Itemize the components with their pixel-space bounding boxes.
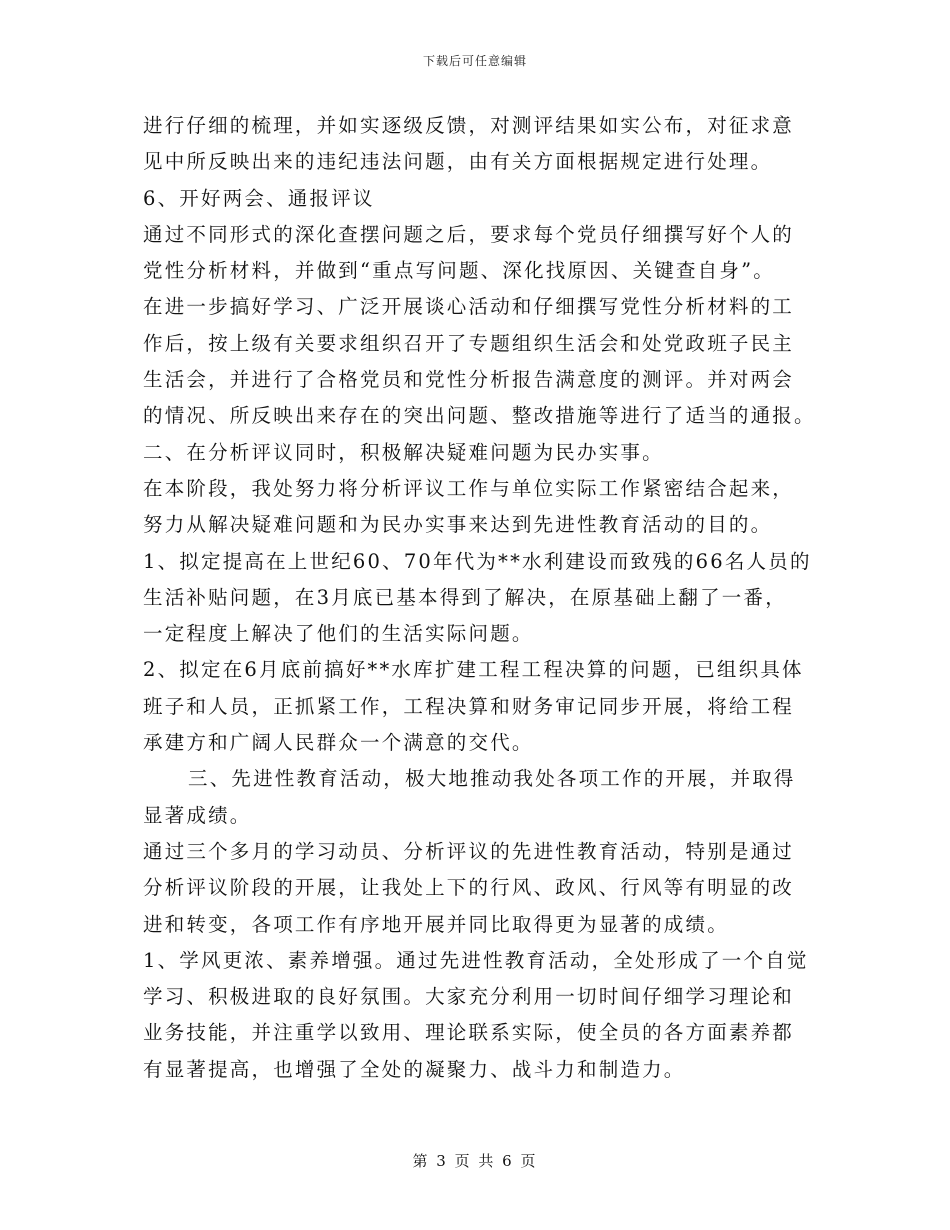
text-line: 进和转变，各项工作有序地开展并同比取得更为显著的成绩。 xyxy=(143,912,729,936)
section-heading: 6、开好两会、通报评议 xyxy=(143,186,375,210)
text-line: 班子和人员，正抓紧工作，工程决算和财务审记同步开展，将给工程 xyxy=(143,694,795,718)
text-line: 生活补贴问题，在3月底已基本得到了解决，在原基础上翻了一番， xyxy=(143,585,787,609)
text-line: 党性分析材料，并做到“重点写问题、深化找原因、关键查自身”。 xyxy=(143,259,775,283)
document-body xyxy=(143,108,816,1088)
text-line: 的情况、所反映出来存在的突出问题、整改措施等进行了适当的通报。 xyxy=(143,404,816,428)
text-line: 业务技能，并注重学以致用、理论联系实际，使全员的各方面素养都 xyxy=(143,1021,795,1045)
section-heading: 显著成绩。 xyxy=(143,803,252,827)
page-number-footer: 第 3 页 共 6 页 xyxy=(412,1152,538,1170)
section-heading: 三、先进性教育活动，极大地推动我处各项工作的开展，并取得 xyxy=(188,767,796,791)
text-line: 作后，按上级有关要求组织召开了专题组织生活会和处党政班子民主 xyxy=(143,331,795,355)
text-line: 进行仔细的梳理，并如实逐级反馈，对测评结果如实公布，对征求意 xyxy=(143,114,795,137)
text-line: 一定程度上解决了他们的生活实际问题。 xyxy=(143,622,534,646)
text-line: 分析评议阶段的开展，让我处上下的行风、政风、行风等有明显的改 xyxy=(143,876,795,900)
text-line: 承建方和广阔人民群众一个满意的交代。 xyxy=(143,731,534,755)
text-line: 1、学风更浓、素养增强。通过先进性教育活动，全处形成了一个自觉 xyxy=(143,948,809,972)
text-line: 学习、积极进取的良好氛围。大家充分利用一切时间仔细学习理论和 xyxy=(143,985,795,1009)
text-line: 生活会，并进行了合格党员和党性分析报告满意度的测评。并对两会 xyxy=(143,368,795,392)
text-line: 见中所反映出来的违纪违法问题，由有关方面根据规定进行处理。 xyxy=(143,150,773,174)
text-line: 努力从解决疑难问题和为民办实事来达到先进性教育活动的目的。 xyxy=(143,513,773,537)
text-line: 通过三个多月的学习动员、分析评议的先进性教育活动，特别是通过 xyxy=(143,839,795,863)
text-line: 1、拟定提高在上世纪60、70年代为**水利建设而致残的66名人员的 xyxy=(143,549,812,573)
text-line: 在进一步搞好学习、广泛开展谈心活动和仔细撰写党性分析材料的工 xyxy=(143,295,795,319)
text-line: 2、拟定在6月底前搞好**水库扩建工程工程决算的问题，已组织具体 xyxy=(143,658,804,682)
section-heading: 二、在分析评议同时，积极解决疑难问题为民办实事。 xyxy=(143,440,664,464)
page-header: 下载后可任意编辑 xyxy=(422,54,527,68)
text-line: 有显著提高，也增强了全处的凝聚力、战斗力和制造力。 xyxy=(143,1057,686,1081)
text-line: 通过不同形式的深化查摆问题之后，要求每个党员仔细撰写好个人的 xyxy=(143,222,795,246)
text-line: 在本阶段，我处努力将分析评议工作与单位实际工作紧密结合起来， xyxy=(143,476,795,500)
